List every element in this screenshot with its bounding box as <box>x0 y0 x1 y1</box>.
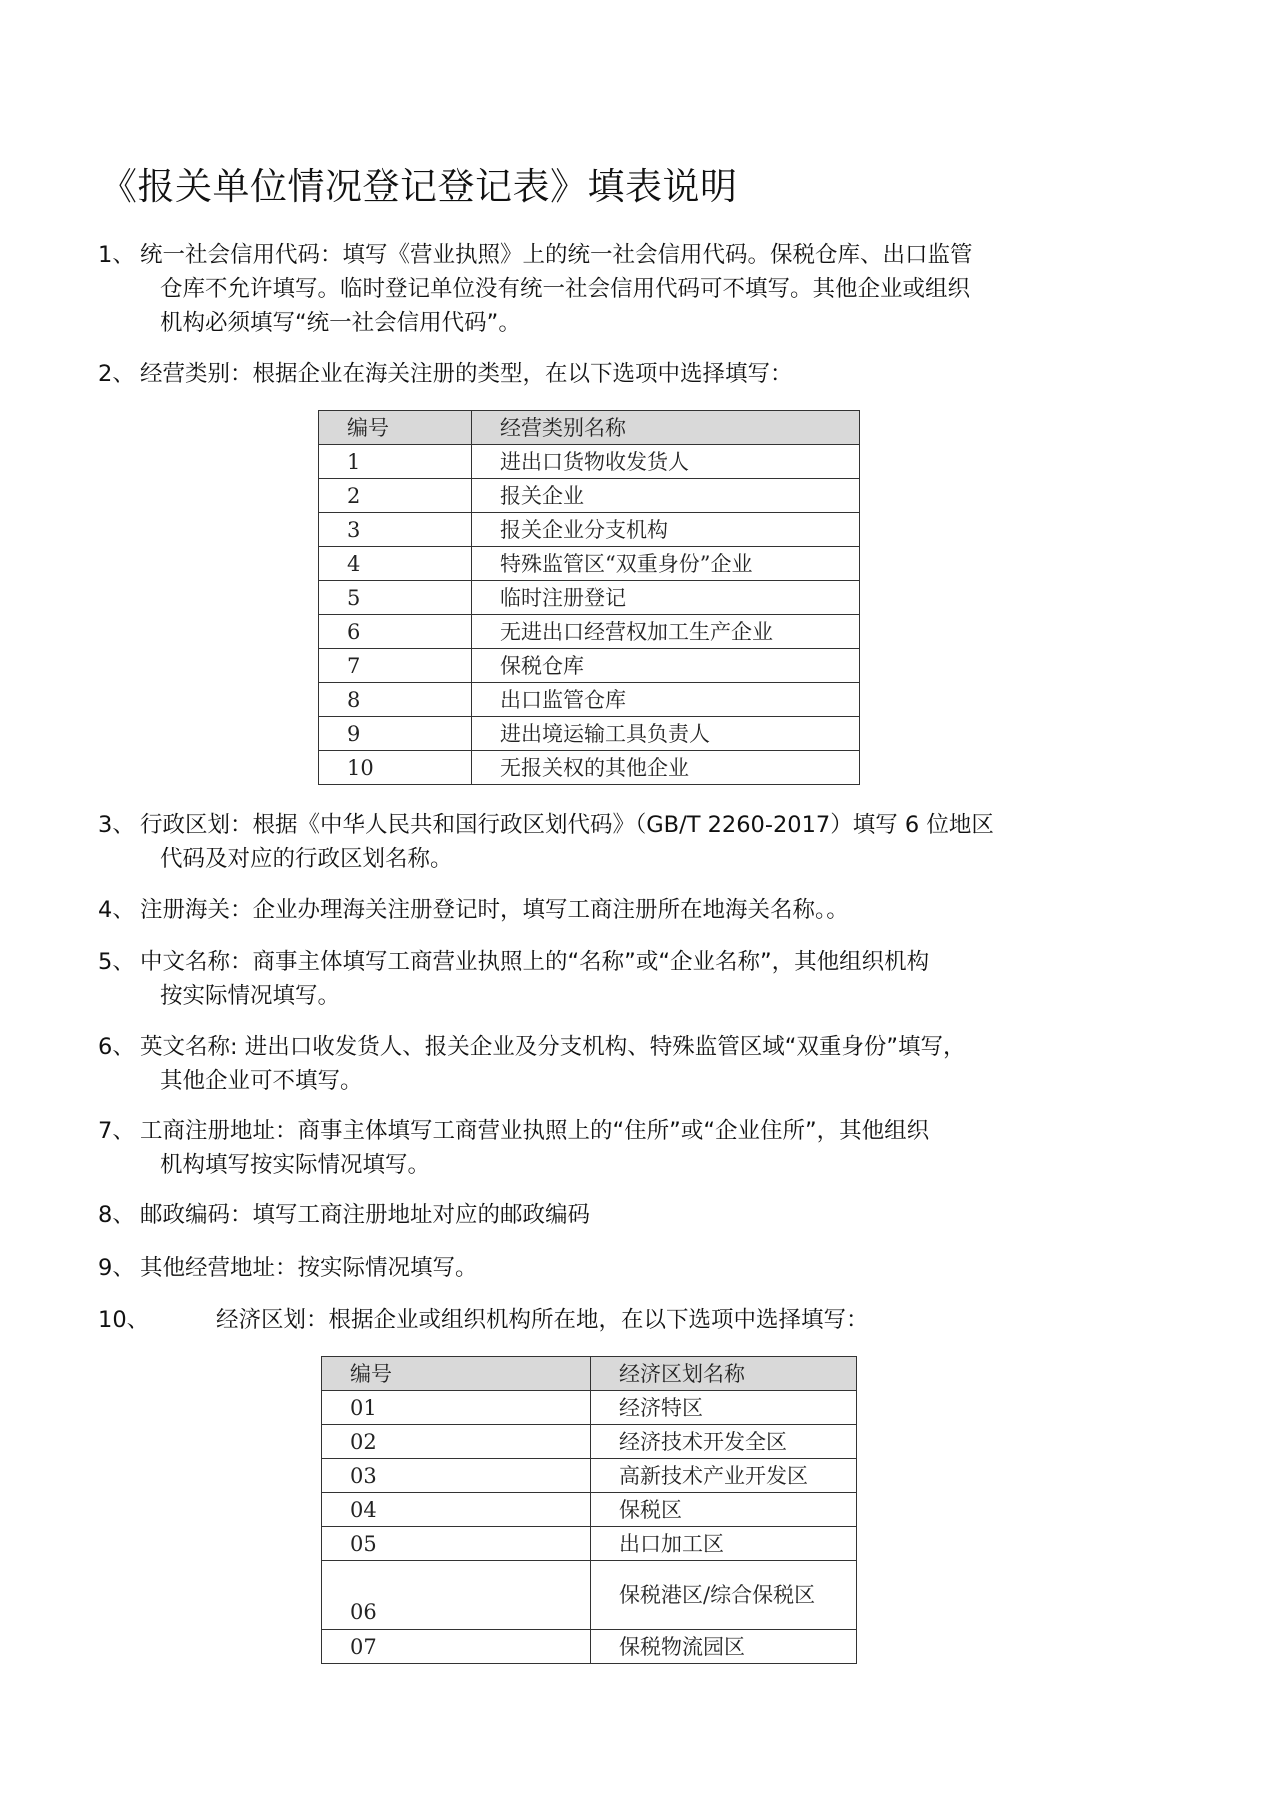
table-row <box>319 615 860 649</box>
cell-number: 05 <box>322 1527 591 1561</box>
item-text-continued: 仓库不允许填写。临时登记单位没有统一社会信用代码可不填写。其他企业或组织 <box>160 276 971 302</box>
item-text-continued: 代码及对应的行政区划名称。 <box>160 846 453 872</box>
instruction-item-2 <box>98 357 1098 391</box>
cell-number: 1 <box>319 445 472 479</box>
table-row <box>322 1527 857 1561</box>
item-text: 行政区划：根据《中华人民共和国行政区划代码》（GB/T 2260-2017）填写 6 位地区 <box>140 812 994 838</box>
item-text: 中文名称：商事主体填写工商营业执照上的“名称”或“企业名称”，其他组织机构 <box>140 949 930 975</box>
cell-number: 7 <box>319 649 472 683</box>
instruction-item-8 <box>98 1198 1098 1232</box>
cell-number: 01 <box>322 1391 591 1425</box>
item-text: 其他经营地址：按实际情况填写。 <box>140 1255 478 1281</box>
item-number: 1、 <box>98 242 135 268</box>
item-number: 8、 <box>98 1202 135 1228</box>
instruction-item-9 <box>98 1251 1098 1285</box>
cell-number: 03 <box>322 1459 591 1493</box>
item-number: 5、 <box>98 949 135 975</box>
cell-number: 8 <box>319 683 472 717</box>
item-text: 英文名称: 进出口收发货人、报关企业及分支机构、特殊监管区域“双重身份”填写， <box>140 1034 966 1060</box>
economic-zone-table <box>321 1356 857 1664</box>
cell-name: 保税港区/综合保税区 <box>591 1561 857 1630</box>
table-row <box>319 445 860 479</box>
cell-number: 4 <box>319 547 472 581</box>
table-row <box>319 717 860 751</box>
table-row <box>319 581 860 615</box>
item-text: 统一社会信用代码：填写《营业执照》上的统一社会信用代码。保税仓库、出口监管 <box>140 242 973 268</box>
cell-name: 保税物流园区 <box>591 1630 857 1664</box>
header-cell-number: 编号 <box>322 1357 591 1391</box>
table-row <box>322 1425 857 1459</box>
instruction-item-10 <box>98 1303 1098 1337</box>
item-text: 注册海关：企业办理海关注册登记时，填写工商注册所在地海关名称。。 <box>140 897 849 923</box>
item-text: 经营类别：根据企业在海关注册的类型，在以下选项中选择填写： <box>140 361 793 387</box>
instruction-item-1 <box>98 238 1098 340</box>
item-text-continued: 机构必须填写“统一社会信用代码”。 <box>160 310 521 336</box>
instruction-item-6 <box>98 1030 1098 1098</box>
cell-number: 04 <box>322 1493 591 1527</box>
business-category-table <box>318 410 860 785</box>
cell-name: 保税仓库 <box>472 649 860 683</box>
item-number: 10、 <box>98 1307 150 1333</box>
cell-name: 无报关权的其他企业 <box>472 751 860 785</box>
instruction-item-4 <box>98 893 1098 927</box>
cell-name: 保税区 <box>591 1493 857 1527</box>
cell-number: 06 <box>322 1561 591 1630</box>
cell-name: 出口加工区 <box>591 1527 857 1561</box>
table-header-row <box>319 411 860 445</box>
cell-name: 出口监管仓库 <box>472 683 860 717</box>
instruction-item-5 <box>98 945 1098 1013</box>
table-row <box>322 1561 857 1630</box>
page-title: 《报关单位情况登记登记表》填表说明 <box>100 165 738 208</box>
cell-number: 5 <box>319 581 472 615</box>
cell-name: 进出口货物收发货人 <box>472 445 860 479</box>
item-text: 邮政编码：填写工商注册地址对应的邮政编码 <box>140 1202 591 1228</box>
table-header-row <box>322 1357 857 1391</box>
item-text-continued: 按实际情况填写。 <box>160 983 341 1009</box>
instruction-item-3 <box>98 808 1098 876</box>
item-number: 2、 <box>98 361 135 387</box>
header-cell-name: 经济区划名称 <box>591 1357 857 1391</box>
cell-name: 进出境运输工具负责人 <box>472 717 860 751</box>
cell-name: 特殊监管区“双重身份”企业 <box>472 547 860 581</box>
item-number: 9、 <box>98 1255 135 1281</box>
item-number: 3、 <box>98 812 135 838</box>
table-row <box>319 649 860 683</box>
item-text-continued: 其他企业可不填写。 <box>160 1068 363 1094</box>
cell-number: 02 <box>322 1425 591 1459</box>
cell-number: 10 <box>319 751 472 785</box>
cell-name: 经济技术开发全区 <box>591 1425 857 1459</box>
cell-name: 报关企业分支机构 <box>472 513 860 547</box>
header-cell-name: 经营类别名称 <box>472 411 860 445</box>
table-row <box>322 1493 857 1527</box>
cell-number: 2 <box>319 479 472 513</box>
cell-name: 报关企业 <box>472 479 860 513</box>
table-row <box>322 1630 857 1664</box>
header-cell-number: 编号 <box>319 411 472 445</box>
table-row <box>322 1391 857 1425</box>
item-number: 6、 <box>98 1034 135 1060</box>
table-row <box>319 683 860 717</box>
item-text: 工商注册地址：商事主体填写工商营业执照上的“住所”或“企业住所”，其他组织 <box>140 1118 930 1144</box>
table-row <box>319 513 860 547</box>
cell-name: 临时注册登记 <box>472 581 860 615</box>
cell-number: 9 <box>319 717 472 751</box>
table-row <box>319 479 860 513</box>
item-number: 4、 <box>98 897 135 923</box>
table-row <box>319 751 860 785</box>
cell-name: 经济特区 <box>591 1391 857 1425</box>
instruction-item-7 <box>98 1114 1098 1182</box>
table-row <box>319 547 860 581</box>
item-number: 7、 <box>98 1118 135 1144</box>
table-row <box>322 1459 857 1493</box>
cell-number: 6 <box>319 615 472 649</box>
item-text: 经济区划：根据企业或组织机构所在地，在以下选项中选择填写： <box>216 1307 869 1333</box>
item-text-continued: 机构填写按实际情况填写。 <box>160 1152 431 1178</box>
cell-name: 无进出口经营权加工生产企业 <box>472 615 860 649</box>
cell-number: 3 <box>319 513 472 547</box>
cell-name: 高新技术产业开发区 <box>591 1459 857 1493</box>
cell-number: 07 <box>322 1630 591 1664</box>
